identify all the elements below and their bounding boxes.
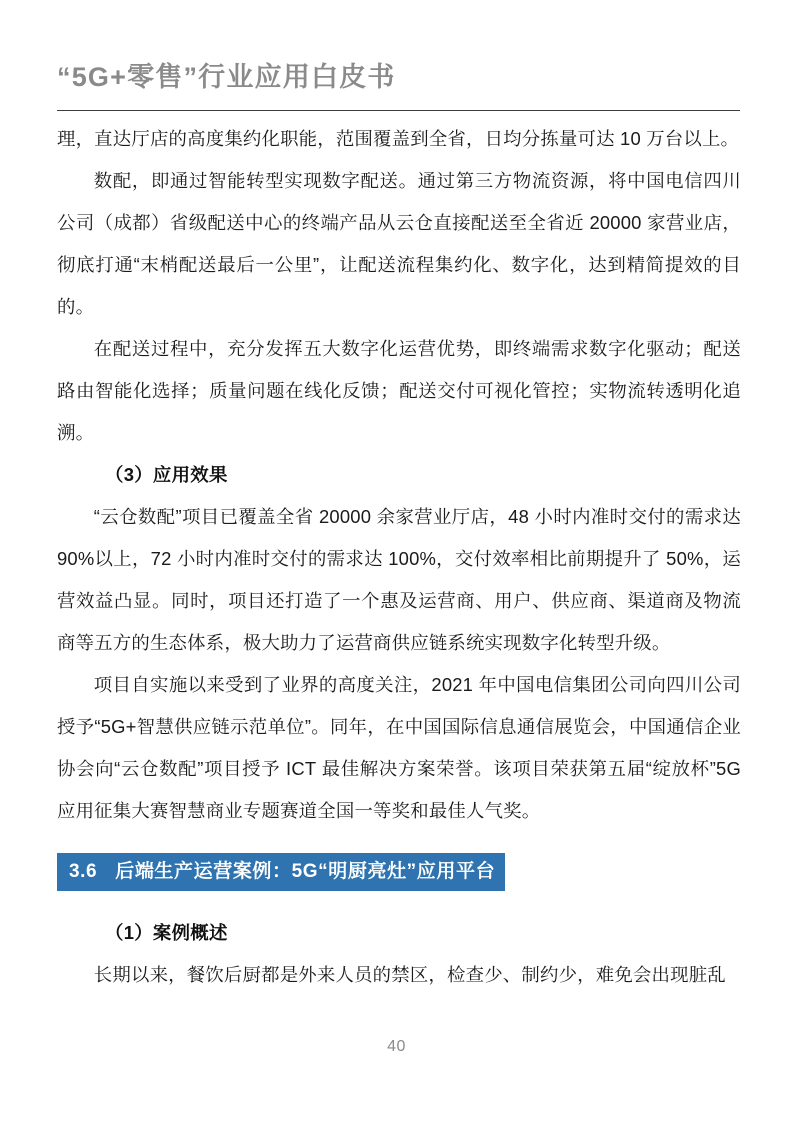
paragraph-overview-intro: 长期以来，餐饮后厨都是外来人员的禁区，检查少、制约少，难免会出现脏乱 <box>93 964 726 985</box>
subheading-case-overview: （1）案例概述 <box>105 922 228 943</box>
page-content <box>57 118 741 996</box>
subheading-application-effect: （3）应用效果 <box>105 464 228 485</box>
header-title: “5G+零售”行业应用白皮书 <box>57 62 396 92</box>
section-number: 3.6 <box>69 861 98 882</box>
paragraph-continued-sorting: 理，直达厅店的高度集约化职能，范围覆盖到全省，日均分拣量可达 10 万台以上。 <box>57 128 740 149</box>
paragraph-five-advantages: 在配送过程中，充分发挥五大数字化运营优势，即终端需求数字化驱动；配送路由智能化选择；质量问题在线化反馈；配送交付可视化管控；实物流转透明化追溯。 <box>57 338 741 443</box>
post-banner-spacer <box>57 891 741 912</box>
paragraph-effect-awards: 项目自实施以来受到了业界的高度关注，2021 年中国电信集团公司向四川公司授予“5G+智慧供应链示范单位”。同年，在中国国际信息通信展览会，中国通信企业协会向“云仓数配”项目授予 ICT 最佳解决方案荣誉。该项目荣获第五届“绽放杯”5G 应用征集大赛智慧商业专题赛道全国一等奖和最佳人气奖。 <box>57 674 741 821</box>
header-divider <box>57 110 740 111</box>
section-heading-3-6 <box>57 853 505 891</box>
page-number: 40 <box>387 1038 406 1055</box>
banner-spacer <box>57 832 741 853</box>
paragraph-shupei-definition: 数配，即通过智能转型实现数字配送。通过第三方物流资源，将中国电信四川公司（成都）省级配送中心的终端产品从云仓直接配送至全省近 20000 家营业店，彻底打通“末梢配送最后一公里”，让配送流程集约化、数字化，达到精简提效的目的。 <box>57 170 741 317</box>
section-title: 后端生产运营案例：5G“明厨亮灶”应用平台 <box>115 861 496 882</box>
section-banner-wrapper <box>57 853 741 891</box>
paragraph-effect-coverage: “云仓数配”项目已覆盖全省 20000 余家营业厅店，48 小时内准时交付的需求达 90%以上，72 小时内准时交付的需求达 100%，交付效率相比前期提升了 50%，运营效益凸显。同时，项目还打造了一个惠及运营商、用户、供应商、渠道商及物流商等五方的生态体系，极大助力了运营商供应链系统实现数字化转型升级。 <box>57 506 741 653</box>
running-header <box>57 58 740 96</box>
